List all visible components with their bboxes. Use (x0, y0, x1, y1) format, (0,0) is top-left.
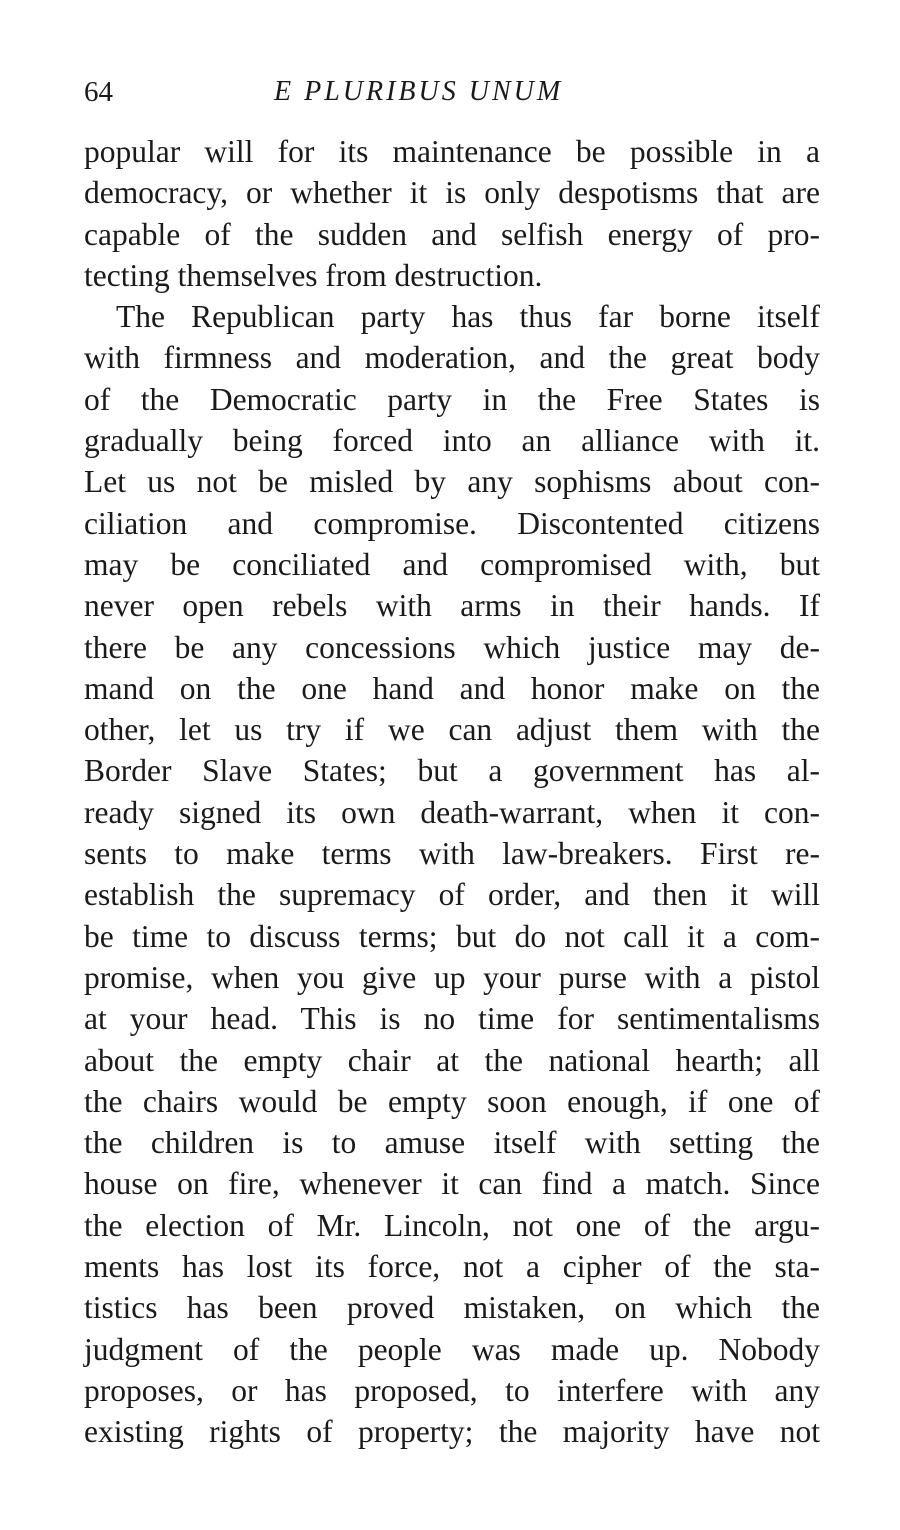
text-line: never open rebels with arms in their hands. If (84, 588, 820, 624)
text-line: The Republican party has thus far borne itself (116, 299, 820, 335)
text-line: mand on the one hand and honor make on the (84, 670, 820, 706)
text-line: ciliation and compromise. Discontented citizens (84, 505, 820, 541)
text-line: establish the supremacy of order, and then it will (84, 877, 820, 913)
text-line: existing rights of property; the majority have not (84, 1414, 820, 1450)
text-line: the election of Mr. Lincoln, not one of the argu- (84, 1207, 820, 1243)
text-line: democracy, or whether it is only despotisms that are (84, 175, 820, 211)
text-line: of the Democratic party in the Free States is (84, 381, 820, 417)
text-line: promise, when you give up your purse with a pistol (84, 959, 820, 995)
text-line: other, let us try if we can adjust them with the (84, 712, 820, 748)
running-title: E PLURIBUS UNUM (274, 76, 564, 107)
text-line: house on fire, whenever it can find a match. Since (84, 1166, 820, 1202)
text-line: Let us not be misled by any sophisms about con- (84, 464, 820, 500)
text-line: tistics has been proved mistaken, on which the (84, 1290, 820, 1326)
text-line: may be conciliated and compromised with, but (84, 546, 820, 582)
text-line: there be any concessions which justice may de- (84, 629, 820, 665)
text-line: proposes, or has proposed, to interfere with any (84, 1372, 820, 1408)
text-line: capable of the sudden and selfish energy of pro- (84, 216, 820, 252)
text-line: the children is to amuse itself with setting the (84, 1125, 820, 1161)
running-head (84, 72, 820, 112)
text-line: Border Slave States; but a government has al- (84, 753, 820, 789)
text-line: sents to make terms with law-breakers. First re- (84, 836, 820, 872)
text-line: be time to discuss terms; but do not call it a com- (84, 918, 820, 954)
text-line: at your head. This is no time for sentimentalisms (84, 1001, 820, 1037)
text-line: the chairs would be empty soon enough, if one of (84, 1083, 820, 1119)
body-text (84, 131, 820, 1453)
text-line: popular will for its maintenance be possible in a (84, 134, 820, 169)
text-line: judgment of the people was made up. Nobody (84, 1331, 820, 1367)
text-line: about the empty chair at the national hearth; all (84, 1042, 820, 1078)
page-number: 64 (84, 76, 113, 108)
text-line: ments has lost its force, not a cipher of the sta- (84, 1249, 820, 1285)
text-line: with firmness and moderation, and the great body (84, 340, 820, 376)
text-line: tecting themselves from destruction. (84, 257, 543, 293)
text-line: gradually being forced into an alliance with it. (84, 423, 820, 459)
text-line: ready signed its own death-warrant, when it con- (84, 794, 820, 830)
